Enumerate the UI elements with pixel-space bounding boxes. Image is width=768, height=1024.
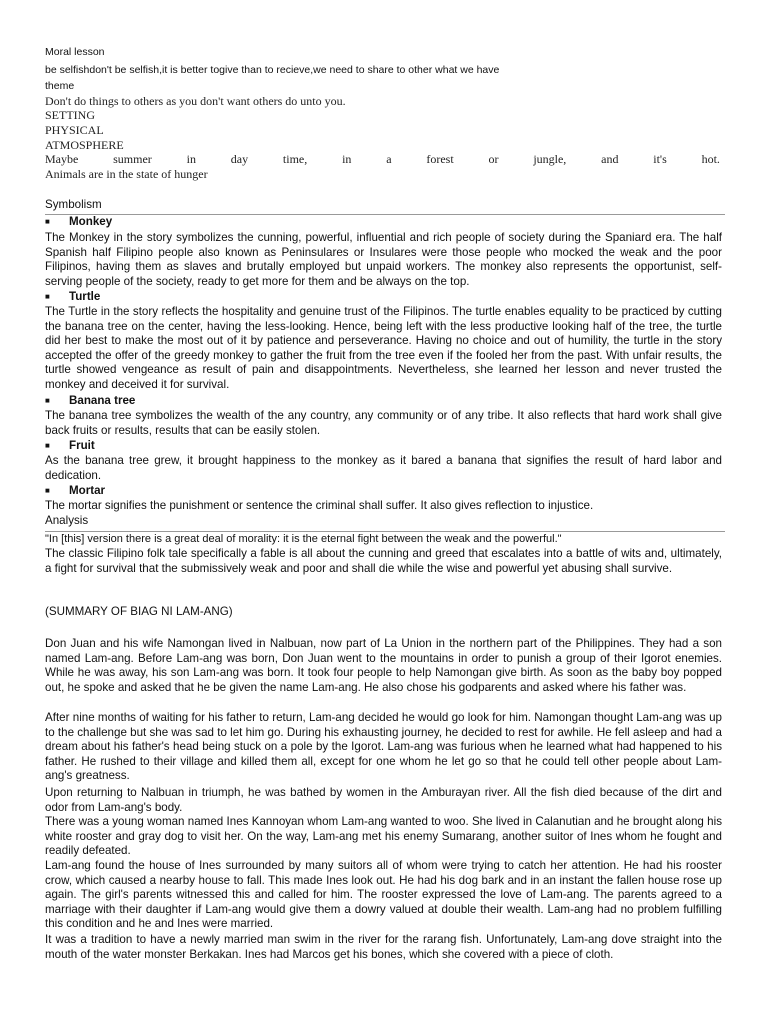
- summary-paragraph-6: It was a tradition to have a newly married man swim in the river for the rarang fish. Unfortunately, Lam-ang dove straight into the mouth of the water monster Berkakan. Ines had Marcos get his bones, which she covered with a piece of cloth.: [45, 933, 722, 961]
- bullet-icon: ■: [45, 486, 50, 495]
- atmosphere-label: ATMOSPHERE: [45, 138, 124, 152]
- setting-description-line-2: Animals are in the state of hunger: [45, 167, 208, 181]
- mortar-paragraph: The mortar signifies the punishment or sentence the criminal shall suffer. It also gives reflection to injustice.: [45, 499, 594, 512]
- theme-text: Don't do things to others as you don't want others do unto you.: [45, 94, 346, 108]
- setting-label: SETTING: [45, 108, 95, 122]
- fruit-bullet: ■ Fruit: [45, 439, 95, 452]
- summary-paragraph-3: Upon returning to Nalbuan in triumph, he was bathed by women in the Amburayan river. All the fish died because of the dirt and odor from Lam-ang's body.: [45, 786, 722, 814]
- banana-tree-bullet: ■ Banana tree: [45, 394, 136, 407]
- summary-paragraph-4: There was a young woman named Ines Kannoyan whom Lam-ang wanted to woo. She lived in Calanutian and he brought along his white rooster and gray dog to visit her. On the way, Lam-ang met his enemy Sumarang, another suitor of Ines whom he fought and readily defeated.: [45, 815, 722, 858]
- monkey-paragraph: The Monkey in the story symbolizes the cunning, powerful, influential and rich people of society during the Spaniard era. The half Spanish half Filipino people also known as Peninsulares or Insulares were those people who mocked the weak and the poor Filipinos, having them as slaves and brutally employed but unpaid workers. The monkey also represents the opportunist, self-serving people of the society, ready to get more for them and be always on the top.: [45, 231, 722, 288]
- bullet-icon: ■: [45, 441, 50, 450]
- moral-lesson-heading: Moral lesson: [45, 46, 105, 58]
- analysis-quote: "In [this] version there is a great deal of morality: it is the eternal fight between the weak and the powerful.": [45, 533, 562, 545]
- mortar-bullet: ■ Mortar: [45, 484, 106, 497]
- theme-label: theme: [45, 80, 75, 92]
- bullet-icon: ■: [45, 217, 50, 226]
- bullet-icon: ■: [45, 396, 50, 405]
- analysis-heading: Analysis: [45, 514, 89, 527]
- analysis-paragraph: The classic Filipino folk tale specifically a fable is all about the cunning and greed that escalates into a battle of wits and, ultimately, a fight for survival that the submissively weak and poor and shall die while the wise and powerful yet abusing shall survive.: [45, 547, 722, 575]
- summary-paragraph-2: After nine months of waiting for his father to return, Lam-ang decided he would go look for him. Namongan thought Lam-ang was up to the challenge but she was sad to let him go. During his exhausting journey, he decided to rest for awhile. He fell asleep and had a dream about his father's head being stuck on a pole by the Igorot. Lam-ang was furious when he learned what had happened to his father. He rushed to their village and killed them all, except for one whom he let go so that he could tell other people about Lam-ang's greatness.: [45, 711, 722, 783]
- moral-lesson-text: be selfishdon't be selfish,it is better togive than to recieve,we need to share to other what we have: [45, 64, 500, 76]
- summary-paragraph-5: Lam-ang found the house of Ines surrounded by many suitors all of whom were trying to catch her attention. He had his rooster crow, which caused a nearby house to fall. This made Ines look out. He had his dog bark and in an instant the fallen house rose up again. The girl's parents witnessed this and called for him. The rooster expressed the love of Lam-ang. The parents agreed to a marriage with their daughter if Lam-ang would give them a dowry valued at double their wealth. Lam-ang had no problem fulfilling this condition and he and Ines were married.: [45, 859, 722, 931]
- setting-description-line: Maybe summer in day time, in a forest or jungle, and it's hot.: [45, 152, 720, 166]
- bullet-icon: ■: [45, 292, 50, 301]
- symbolism-heading: Symbolism: [45, 198, 102, 211]
- physical-label: PHYSICAL: [45, 123, 104, 137]
- monkey-bullet: ■ Monkey: [45, 215, 113, 228]
- fruit-paragraph: As the banana tree grew, it brought happiness to the monkey as it bared a banana that signifies the result of hard labor and dedication.: [45, 454, 722, 482]
- summary-heading: (SUMMARY OF BIAG NI LAM-ANG): [45, 605, 233, 618]
- banana-tree-paragraph: The banana tree symbolizes the wealth of the any country, any community or of any tribe. It also reflects that hard work shall give back fruits or results, results that can be easily stolen.: [45, 409, 722, 437]
- summary-paragraph-1: Don Juan and his wife Namongan lived in Nalbuan, now part of La Union in the northern part of the Philippines. They had a son named Lam-ang. Before Lam-ang was born, Don Juan went to the mountains in order to punish a group of their Igorot enemies. While he was away, his son Lam-ang was born. It took four people to help Namongan give birth. As soon as the baby boy popped out, he spoke and asked that he be given the name Lam-ang. He also chose his godparents and asked where his father was.: [45, 637, 722, 694]
- section-divider: [45, 214, 725, 215]
- turtle-bullet: ■ Turtle: [45, 290, 101, 303]
- turtle-paragraph: The Turtle in the story reflects the hospitality and genuine trust of the Filipinos. The turtle enables equality to be practiced by cutting the banana tree on the center, having the less-looking. Hence, being left with the less productive looking half of the tree, the turtle did her best to make the most out of it by patience and perseverance. Having no choice and out of humility, the turtle in the story accepted the offer of the greedy monkey to gather the fruit from the tree even if the fooled her from the past. With unfair results, the turtle showed vengeance as result of pain and disappointments. Nevertheless, she learned her lesson and never trusted the monkey and deceived it for survival.: [45, 305, 722, 391]
